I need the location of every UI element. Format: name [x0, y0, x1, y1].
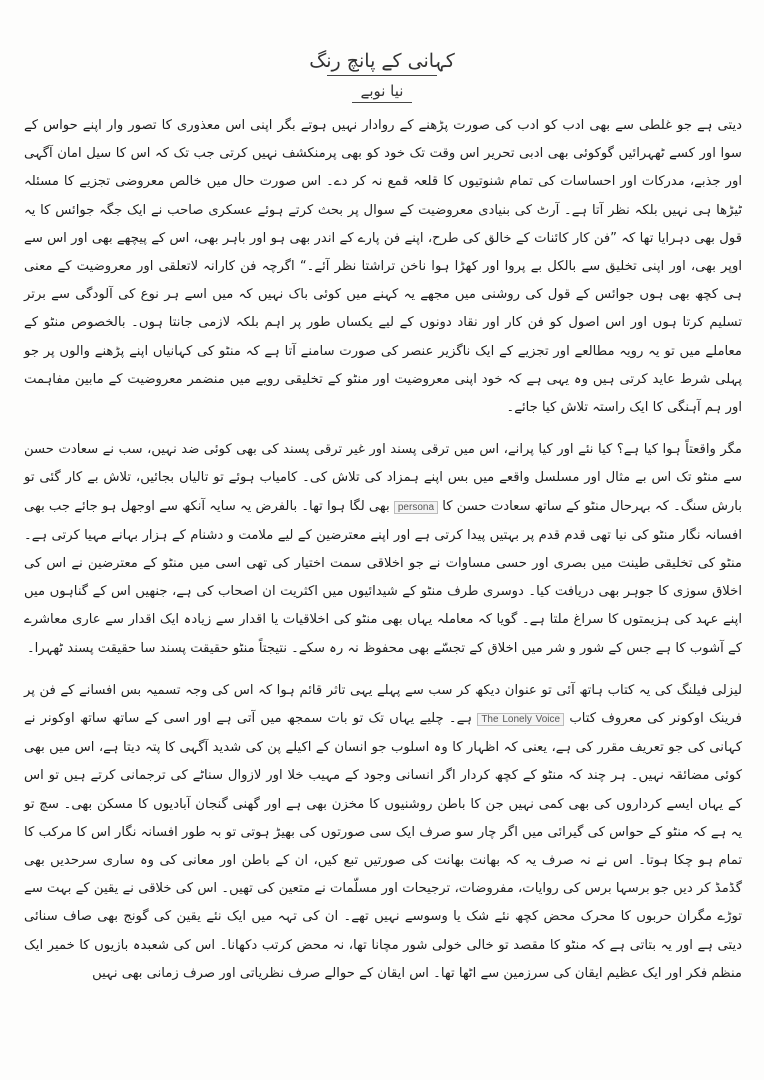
paragraph-2 — [24, 436, 742, 663]
paragraph-1 — [24, 112, 742, 422]
paragraph-3-text-end: ہے۔ چلیے یہاں تک تو بات سمجھ میں آتی ہے اور اسی کے ساتھ ساتھ اوکونر نے کہانی کی جو تعریف مقرر کی ہے، یعنی کہ اظہار کا وہ اسلوب جو انسان کے اکیلے پن کی شدید آگہی کا پتہ دیتا ہے، اس میں بھی کوئی مضائقہ نہیں۔ ہر چند کہ منٹو کے کچھ کردار اگر انسانی وجود کے مہیب خلا اور لازوال سناٹے کی ترجمانی کرتے ہیں تو اس کے یہاں ایسے کرداروں کی بھی کمی نہیں جن کا باطن روشنیوں کا مخزن بھی ہے اور گھنی گنجان آبادیوں کا مسکن بھی۔ سچ تو یہ ہے کہ منٹو کے حواس کی گیرائی میں اگر چار سو صرف ایک سی صورتوں کی بھیڑ ہوتی تو بہ طور افسانہ نگار اس کا مرکب کا تمام ہو چکا ہوتا۔ اس نے نہ صرف یہ کہ بھانت بھانت کی صورتیں تبع کیں، ان کے باطن اور معانی کی وہ ساری سرحدیں بھی گڈمڈ کر دیں جو برسہا برس کی روایات، مفروضات، ترجیحات اور مسلّمات نے متعین کی تھیں۔ اس کی خلاقی نے یقین کے بہت سے توڑے مگران حربوں کا محرک محض کچھ نئے شک یا وسوسے نہیں تھے۔ ان کی تہہ میں ایک نئے یقین کی گونج بھی صاف سنائی دیتی ہے اور یہ بتاتی ہے کہ منٹو کا مقصد تو خالی خولی شور مچانا تھا، نہ محض کرتب دکھانا۔ اس کی شعبدہ بازیوں کا خمیر ایک منظم فکر اور ایک عظیم ایقان کی سرزمین سے اٹھا تھا۔ اس ایقان کے حوالے صرف نظریاتی اور صرف زمانی بھی نہیں — [24, 711, 742, 981]
body-text — [24, 112, 742, 988]
author-name: نیا نوبے — [360, 82, 404, 100]
paragraph-3 — [24, 677, 742, 988]
paragraph-1-text: دیتی ہے جو غلطی سے بھی ادب کو ادب کی صورت پڑھنے کے روادار نہیں ہوتے بگر اپنی اس معذوری کا تصور وار اپنے حواس کے سوا اور کسے ٹھہرائیں گوکوئی بھی ادبی تحریر اس وقت تک خود کو بھی پرمنکشف نہیں کرتی جب تک کہ اس کا سیل امان آگہی اور جذبے، مدرکات اور احساسات کی تمام شنوتیوں کا قلعہ قمع نہ کر دے۔ اس صورت حال میں خالص معروضی تجزیے کا مسئلہ ٹیڑھا ہی نہیں بلکہ نظر آتا ہے۔ آرٹ کی بنیادی معروضیت کے سوال پر بحث کرتے ہوئے عسکری صاحب نے ایک جگہ جوائس کا یہ قول بھی دہرایا تھا کہ ”فن کار کائنات کے خالق کی طرح، اپنے فن پارے کے اندر بھی ہو اور باہر بھی، اس کے پیچھے بھی اور اس سے اوپر بھی، اور اپنی تخلیق سے بالکل بے پروا اور کھڑا ہوا ناخن تراشتا نظر آئے۔“ اگرچہ فن کارانہ لاتعلقی اور معروضیت کے معنی ہی کچھ بھی ہوں جوائس کے قول کی روشنی میں مجھے یہ کہنے میں کوئی باک نہیں کہ میں اسے ہر نوع کی آلودگی سے برتر تسلیم کرتا ہوں اور اس اصول کو فن کار اور نقاد دونوں کے لیے یکساں طور پر اہم بلکہ لازمی جانتا ہوں۔ بالخصوص منٹو کے معاملے میں تو یہ رویہ مطالعے اور تجزیے کے ایک ناگزیر عنصر کی صورت سامنے آتا ہے کہ منٹو کی کہانیاں اپنے پڑھنے والوں پر جو پہلی شرط عاید کرتی ہیں وہ یہی ہے کہ خود اپنی معروضیت اور منٹو کے تخلیقی رویے میں منضمر معروضیت کے مابین مفاہمت اور ہم آہنگی کا ایک راستہ تلاش کیا جائے۔ — [24, 118, 742, 416]
heading-block — [0, 50, 764, 103]
paragraph-2-text-end: بھی لگا ہوا تھا۔ بالفرض یہ سایہ آنکھ سے اوجھل ہو جائے جب بھی افسانہ نگار منٹو کی نیا تھی قدم قدم پر بہتیں پیدا کرتی ہے اور اپنے معترضین کے لیے ملامت و دشنام کے ہزار بہانے مہیا کرتی ہے۔ منٹو کی تخلیقی طینت میں بصری اور حسی مساوات نے جو اخلاقی سمت اختیار کی تھی اسی میں منٹو کے معترضین نے اس کی اخلاق سوزی کا جوہر بھی دریافت کیا۔ دوسری طرف منٹو کے شیدائیوں میں اکثریت ان اصحاب کی ہے، جنھیں اس کے گناہوں میں اپنے عہد کی ہزیمتوں کا سراغ ملتا ہے۔ گویا کہ معاملہ یہاں بھی منٹو کی اخلاقیات یا اقدار سے زیادہ ایک اقدار سے عاری معاشرے کے آشوب کا ہے جس کے شور و شر میں اخلاق کے تجسّے بھی محفوظ نہ رہ سکے۔ نتیجتاً منٹو حقیقت پسند سا حقیقت پسند ٹھہرا۔ — [24, 498, 742, 656]
title-underline — [327, 75, 437, 76]
book-title-inline: The Lonely Voice — [477, 713, 564, 726]
persona-inline-term: persona — [394, 501, 438, 514]
page-title: کہانی کے پانچ رنگ — [309, 50, 455, 72]
paragraph-2-text-start: مگر واقعتاً ہوا کیا ہے؟ کیا نئے اور کیا پرانے، اس میں ترقی پسند اور غیر ترقی پسند کی بھی کوئی ضد نہیں، سب نے سعادت حسن سے منٹو تک اس بے مثال اور مسلسل واقعے میں بس اپنے ہمزاد کی تلاش کی۔ کامیاب ہوئے تو تالیاں بجائیں، تلاش بے کار گئی تو بارش سنگ۔ کہ بہرحال منٹو کے ساتھ سعادت حسن کا — [24, 442, 742, 514]
author-underline — [352, 102, 412, 103]
paragraph-3-text-start: لیزلی فیلنگ کی یہ کتاب ہاتھ آئی تو عنوان دیکھ کر سب سے پہلے یہی تاثر قائم ہوا کہ اس کی وجہ تسمیہ بس افسانے کے فن پر فرینک اوکونر کی معروف کتاب — [24, 682, 742, 727]
